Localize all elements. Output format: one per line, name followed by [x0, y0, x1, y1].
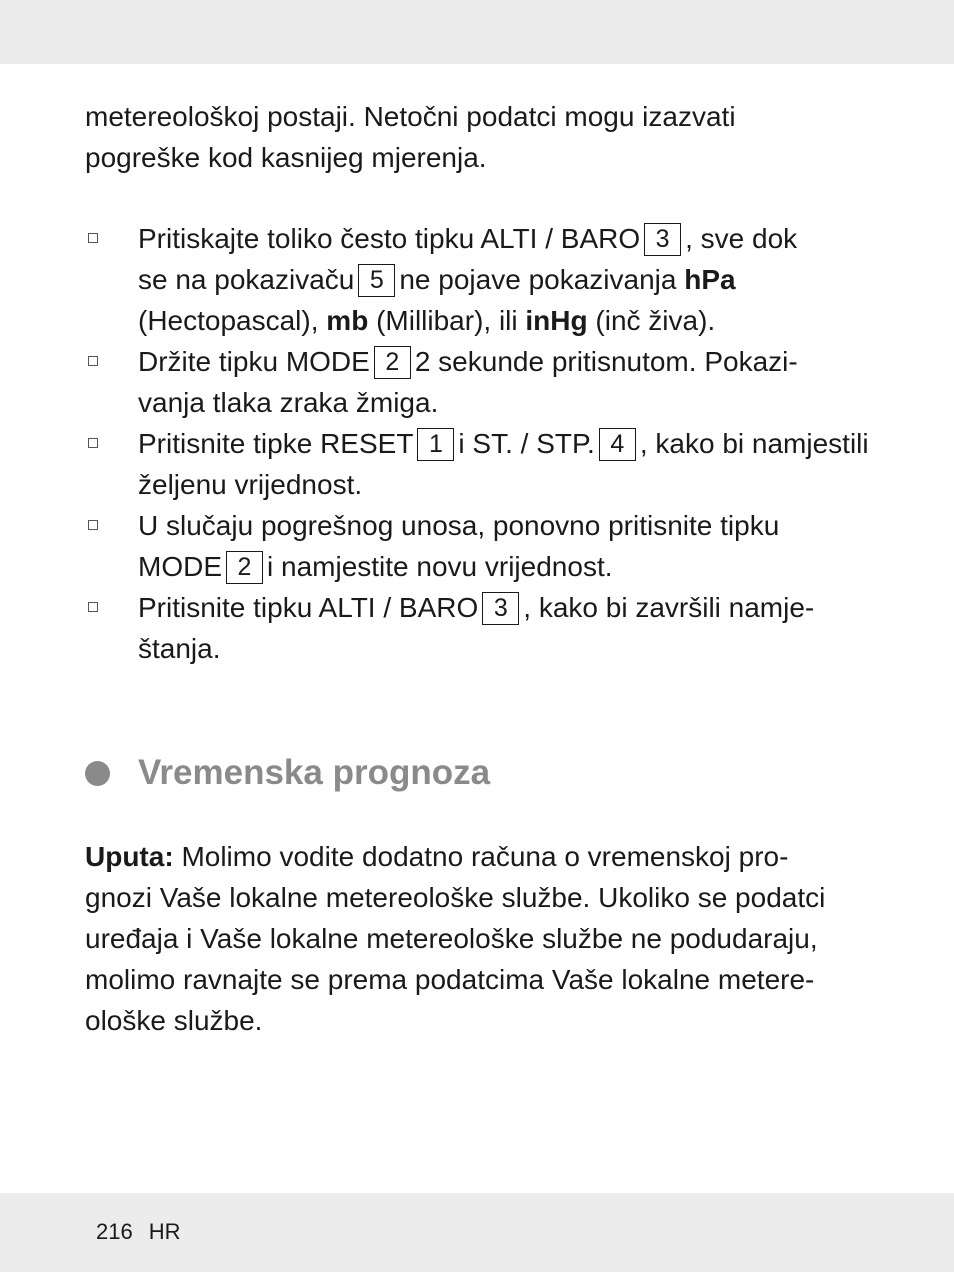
intro-paragraph [85, 96, 875, 178]
checkbox-bullet-icon [88, 356, 98, 366]
page-footer [96, 1219, 181, 1245]
note-label: Uputa: [85, 841, 174, 872]
bullet-dot-icon [85, 761, 110, 786]
key-label: 5 [358, 264, 395, 297]
note-paragraph: Uputa: Molimo vodite dodatno računa o vremenskoj pro- gnozi Vaše lokalne metereološke službe. Ukoliko se podatci uređaja i Vaše lokalne metereološke službe ne podudaraju, molimo ravnajte se prema podatcima Vaše lokalne metere- ološke službe. [85, 841, 826, 1036]
section-title: Vremenska prognoza [138, 753, 491, 792]
list-item: Pritisnite tipku ALTI / BARO 3 , kako bi završili namje- štanja. [85, 587, 875, 669]
unit-hpa: hPa [684, 264, 736, 295]
checkbox-bullet-icon [88, 233, 98, 243]
intro-line-1: metereološkoj postaji. Netočni podatci mogu izazvati [85, 101, 736, 132]
key-label: 4 [599, 428, 636, 461]
language-code: HR [148, 1219, 181, 1244]
key-label: 3 [482, 592, 519, 625]
key-label: 2 [374, 346, 411, 379]
checkbox-bullet-icon [88, 602, 98, 612]
intro-line-2: pogreške kod kasnijeg mjerenja. [85, 142, 487, 173]
list-item: Držite tipku MODE 2 2 sekunde pritisnutom. Pokazi- vanja tlaka zraka žmiga. [85, 341, 875, 423]
unit-mb: mb [326, 305, 369, 336]
checkbox-bullet-icon [88, 520, 98, 530]
list-item: Pritiskajte toliko često tipku ALTI / BARO 3 , sve dok se na pokazivaču 5 ne pojave pokazivanja hPa (Hectopascal), mb (Millibar), ili inHg (inč živa). [85, 218, 875, 341]
page-number: 216 [96, 1219, 133, 1244]
key-label: 2 [226, 551, 263, 584]
section-heading [85, 750, 490, 796]
list-item: U slučaju pogrešnog unosa, ponovno pritisnite tipku MODE 2 i namjestite novu vrijednost. [85, 505, 875, 587]
list-item: Pritisnite tipke RESET 1 i ST. / STP. 4 , kako bi namjestili željenu vrijednost. [85, 423, 875, 505]
top-band [0, 0, 954, 64]
key-label: 1 [417, 428, 454, 461]
key-label: 3 [644, 223, 681, 256]
instruction-list [85, 218, 875, 669]
checkbox-bullet-icon [88, 438, 98, 448]
unit-inhg: inHg [525, 305, 588, 336]
